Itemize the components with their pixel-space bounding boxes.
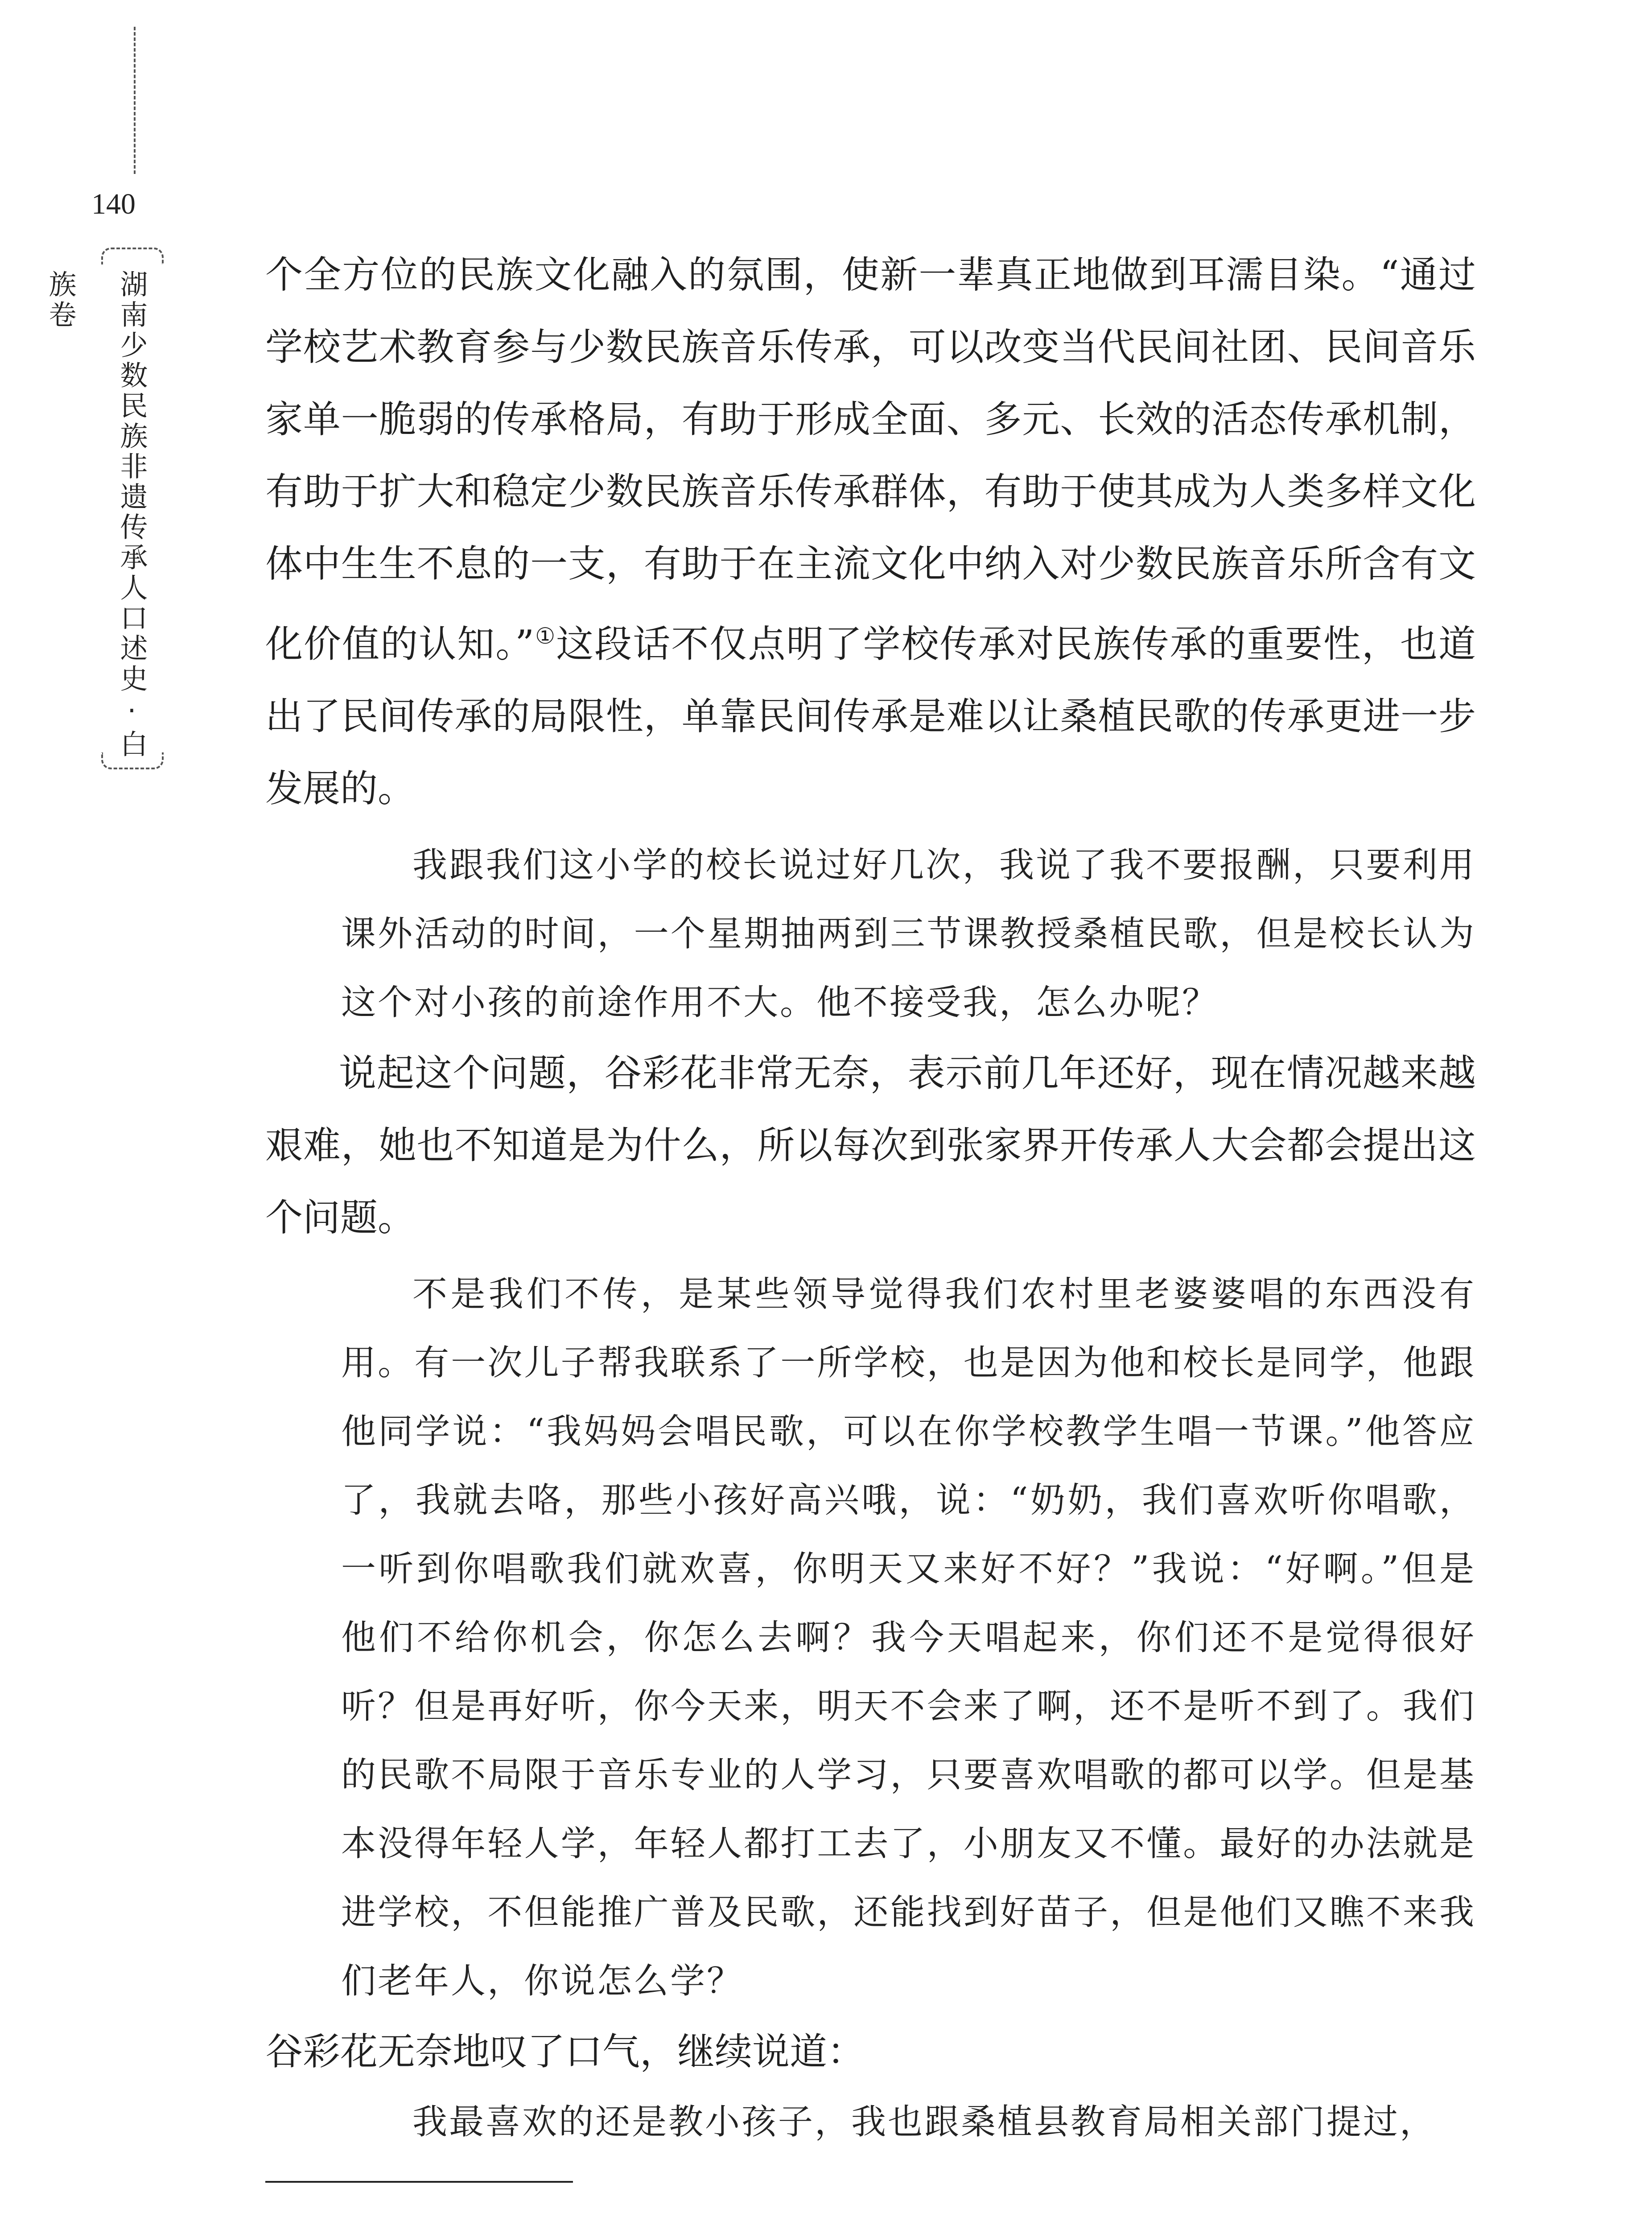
paragraph-text: 这段话不仅点明了学校传承对民族传承的重要性，也道出了民间传承的局限性，单靠民间传承是难以让桑植民歌的传承更进一步发展的。 (265, 622, 1476, 810)
interview-quote-1: 我跟我们这小学的校长说过好几次，我说了我不要报酬，只要利用课外活动的时间，一个星期抽两到三节课教授桑植民歌，但是校长认为这个对小孩的前途作用不大。他不接受我，怎么办呢？ (341, 845, 1476, 1023)
running-title-box (44, 248, 167, 769)
interview-quote-3: 我最喜欢的还是教小孩子，我也跟桑植县教育局相关部门提过， (412, 2102, 1437, 2142)
page-number: 140 (91, 188, 136, 220)
bracket-bottom (101, 752, 164, 769)
margin-dashed-rule (134, 27, 136, 174)
body-paragraph-2: 说起这个问题，谷彩花非常无奈，表示前几年还好，现在情况越来越艰难，她也不知道是为什么，所以每次到张家界开传承人大会都会提出这个问题。 (265, 1051, 1476, 1239)
body-paragraph-1 (265, 239, 1476, 825)
paragraph-text: 个全方位的民族文化融入的氛围，使新一辈真正地做到耳濡目染。“通过学校艺术教育参与少数民族音乐传承，可以改变当代民间社团、民间音乐家单一脆弱的传承格局，有助于形成全面、多元、长效的活态传承机制，有助于扩大和稳定少数民族音乐传承群体，有助于使其成为人类多样文化体中生生不息的一支，有助于在主流文化中纳入对少数民族音乐所含有文化价值的认知。” (265, 253, 1476, 666)
footnote-reference[interactable]: ① (534, 623, 556, 649)
main-content (265, 239, 1476, 2156)
footnote-divider (265, 2181, 573, 2183)
interview-quote-2: 不是我们不传，是某些领导觉得我们农村里老婆婆唱的东西没有用。有一次儿子帮我联系了一所学校，也是因为他和校长是同学，他跟他同学说：“我妈妈会唱民歌，可以在你学校教学生唱一节课。”他答应了，我就去咯，那些小孩好高兴哦，说：“奶奶，我们喜欢听你唱歌，一听到你唱歌我们就欢喜，你明天又来好不好？”我说：“好啊。”但是他们不给你机会，你怎么去啊？我今天唱起来，你们还不是觉得很好听？但是再好听，你今天来，明天不会来了啊，还不是听不到了。我们的民歌不局限于音乐专业的人学习，只要喜欢唱歌的都可以学。但是基本没得年轻人学，年轻人都打工去了，小朋友又不懂。最好的办法就是进学校，不但能推广普及民歌，还能找到好苗子，但是他们又瞧不来我们老年人，你说怎么学？ (341, 1274, 1476, 2001)
body-paragraph-3: 谷彩花无奈地叹了口气，继续说道： (265, 2030, 865, 2073)
bracket-top (101, 248, 164, 264)
running-title: 湖南少数民族非遗传承人口述史·白族卷 (44, 270, 148, 760)
